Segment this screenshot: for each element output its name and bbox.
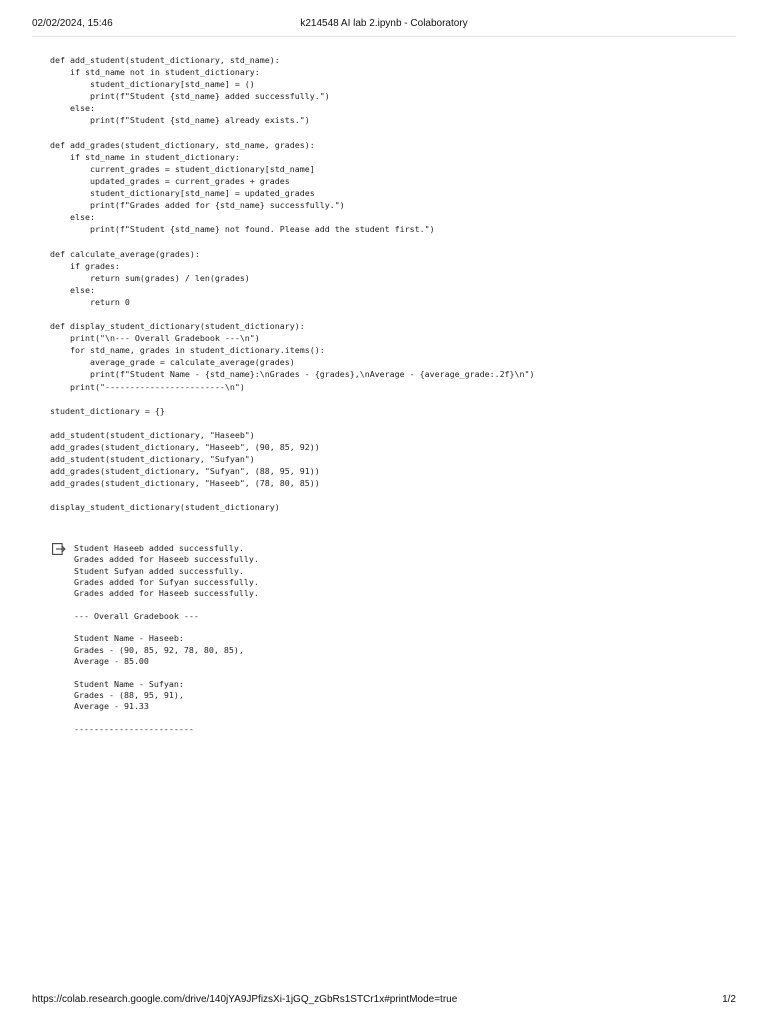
output-arrow-icon [52, 543, 66, 555]
header-divider [32, 36, 736, 37]
cell-output [74, 543, 724, 735]
notebook-title: k214548 AI lab 2.ipynb - Colaboratory [300, 18, 468, 29]
page-number: 1/2 [722, 994, 736, 1005]
cell-output-text: Student Haseeb added successfully. Grades added for Haseeb successfully. Student Sufyan added successfully. Grades added for Sufyan successfully. Grades added for Haseeb successfully. --- Overall Gradebook --- Student Name - Haseeb: Grades - (90, 85, 92, 78, 80, 85), Average - 85.00 Student Name - Sufyan: Grades - (88, 95, 91), Average - 91.33 ------------------------ [74, 543, 259, 734]
print-datetime: 02/02/2024, 15:46 [32, 18, 113, 29]
print-header [32, 18, 736, 32]
code-cell-source: def add_student(student_dictionary, std_name): if std_name not in student_dictionary: student_dictionary[std_name] = () print(f"Student {std_name} added successfully.") else: print(f"Student {std_name} already exists.") def add_grades(student_dictionary, std_name, grades): if std_name in student_dictionary: current_grades = student_dictionary[std_name] updated_grades = current_grades + grades student_dictionary[std_name] = updated_grades print(f"Grades added for {std_name} successfully.") else: print(f"Student {std_name} not found. Please add the student first.") def calculate_average(grades): if grades: return sum(grades) / len(grades) else: return 0 def display_student_dictionary(student_dictionary): print("\n--- Overall Gradebook ---\n") for std_name, grades in student_dictionary.items(): average_grade = calculate_average(grades) print(f"Student Name - {std_name}:\nGrades - {grades},\nAverage - {average_grade:.2f}\n") print("------------------------\n") student_dictionary = {} add_student(student_dictionary, "Haseeb") add_grades(student_dictionary, "Haseeb", (90, 85, 92)) add_student(student_dictionary, "Sufyan") add_grades(student_dictionary, "Sufyan", (88, 95, 91)) add_grades(student_dictionary, "Haseeb", (78, 80, 85)) display_student_dictionary(student_dictionary) [50, 55, 535, 513]
page-url: https://colab.research.google.com/drive/140jYA9JPfizsXi-1jGQ_zGbRs1STCr1x#printMode=true [32, 994, 458, 1005]
code-cell [50, 54, 740, 514]
print-footer [32, 994, 736, 1008]
